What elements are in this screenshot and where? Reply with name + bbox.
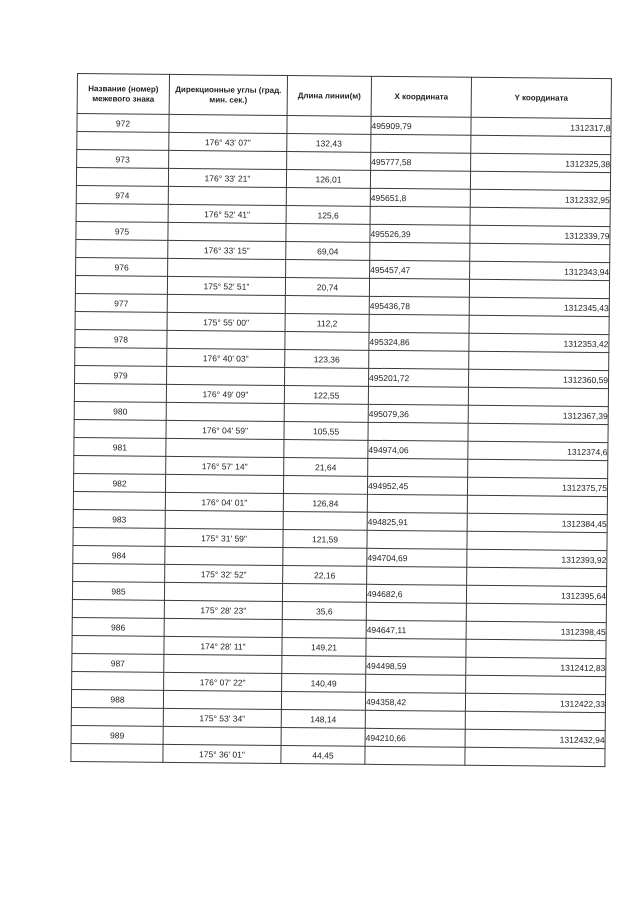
cell-x-coordinate: 494974,06: [368, 440, 468, 459]
cell-x-coordinate: 495651,8: [370, 188, 470, 207]
cell-mark-name: [75, 311, 167, 330]
cell-y-coordinate: [468, 459, 608, 478]
cell-mark-name: 972: [77, 114, 169, 133]
cell-y-coordinate: [465, 747, 605, 766]
cell-direction-angle: 174° 28' 11": [164, 636, 282, 655]
cell-direction-angle: [163, 726, 281, 745]
cell-x-coordinate: 494682,6: [366, 584, 466, 603]
header-y: Y координата: [471, 77, 611, 118]
cell-direction-angle: 176° 43' 07": [169, 132, 287, 151]
cell-x-coordinate: 494647,11: [366, 620, 466, 639]
cell-line-length: [285, 368, 369, 387]
cell-mark-name: 973: [77, 150, 169, 169]
cell-direction-angle: 176° 04' 59": [166, 420, 284, 439]
cell-line-length: [283, 547, 367, 566]
cell-line-length: [286, 188, 370, 207]
cell-y-coordinate: [470, 207, 610, 226]
cell-direction-angle: [165, 510, 283, 529]
cell-x-coordinate: [365, 710, 465, 729]
cell-y-coordinate: 1312360,59: [469, 369, 609, 388]
cell-direction-angle: [167, 330, 285, 349]
cell-line-length: 132,43: [287, 134, 371, 153]
cell-y-coordinate: 1312374,6: [468, 441, 608, 460]
cell-mark-name: [75, 275, 167, 294]
cell-x-coordinate: [369, 278, 469, 297]
header-name: Название (номер) межевого знака: [77, 74, 169, 115]
cell-direction-angle: [166, 402, 284, 421]
cell-x-coordinate: 494358,42: [365, 692, 465, 711]
cell-line-length: 105,55: [284, 422, 368, 441]
cell-y-coordinate: [469, 279, 609, 298]
cell-line-length: 121,59: [283, 529, 367, 548]
cell-direction-angle: 176° 57' 14": [166, 456, 284, 475]
cell-line-length: [282, 583, 366, 602]
cell-x-coordinate: [368, 422, 468, 441]
cell-x-coordinate: 495436,78: [369, 296, 469, 315]
cell-x-coordinate: 495201,72: [369, 368, 469, 387]
cell-mark-name: [77, 132, 169, 151]
cell-mark-name: [74, 455, 166, 474]
cell-y-coordinate: 1312367,39: [468, 405, 608, 424]
cell-y-coordinate: 1312345,43: [469, 297, 609, 316]
cell-x-coordinate: 495909,79: [371, 116, 471, 135]
cell-mark-name: 986: [72, 617, 164, 636]
cell-mark-name: 981: [74, 437, 166, 456]
cell-mark-name: 988: [71, 689, 163, 708]
cell-y-coordinate: 1312317,8: [471, 117, 611, 136]
header-length: Длина линии(м): [287, 76, 371, 117]
cell-x-coordinate: [367, 494, 467, 513]
cell-line-length: 35,6: [282, 601, 366, 620]
cell-direction-angle: 176° 40' 03": [167, 348, 285, 367]
cell-mark-name: [76, 168, 168, 187]
cell-line-length: 126,01: [286, 170, 370, 189]
cell-y-coordinate: [465, 711, 605, 730]
cell-direction-angle: 175° 31' 59": [165, 528, 283, 547]
cell-line-length: 123,36: [285, 350, 369, 369]
cell-line-length: [286, 224, 370, 243]
cell-mark-name: 980: [74, 401, 166, 420]
cell-x-coordinate: 495457,47: [370, 260, 470, 279]
cell-x-coordinate: [371, 134, 471, 153]
cell-line-length: 44,45: [281, 745, 365, 764]
cell-x-coordinate: [366, 638, 466, 657]
cell-mark-name: 985: [72, 581, 164, 600]
cell-y-coordinate: 1312339,79: [470, 225, 610, 244]
cell-y-coordinate: 1312353,42: [469, 333, 609, 352]
cell-line-length: 126,84: [283, 494, 367, 513]
cell-x-coordinate: 494704,69: [367, 548, 467, 567]
cell-direction-angle: [163, 690, 281, 709]
cell-x-coordinate: [369, 350, 469, 369]
cell-line-length: [285, 332, 369, 351]
cell-line-length: [284, 404, 368, 423]
cell-mark-name: 976: [76, 257, 168, 276]
cell-line-length: 20,74: [285, 278, 369, 297]
cell-line-length: 122,55: [284, 386, 368, 405]
cell-x-coordinate: [369, 314, 469, 333]
cell-mark-name: [74, 419, 166, 438]
cell-direction-angle: 176° 33' 15": [168, 240, 286, 259]
cell-mark-name: [75, 347, 167, 366]
cell-line-length: 112,2: [285, 314, 369, 333]
cell-y-coordinate: 1312343,94: [470, 261, 610, 280]
cell-direction-angle: 175° 32' 52": [165, 564, 283, 583]
cell-direction-angle: [167, 366, 285, 385]
cell-y-coordinate: 1312412,83: [466, 657, 606, 676]
cell-direction-angle: [169, 114, 287, 133]
cell-mark-name: [76, 239, 168, 258]
cell-line-length: 149,21: [282, 637, 366, 656]
cell-mark-name: 989: [71, 725, 163, 744]
cell-x-coordinate: [370, 206, 470, 225]
cell-y-coordinate: 1312393,92: [467, 549, 607, 568]
cell-y-coordinate: [466, 639, 606, 658]
cell-line-length: 125,6: [286, 206, 370, 225]
cell-y-coordinate: [467, 567, 607, 586]
cell-mark-name: [72, 599, 164, 618]
cell-x-coordinate: [366, 602, 466, 621]
cell-mark-name: 987: [72, 653, 164, 672]
cell-mark-name: 978: [75, 329, 167, 348]
cell-x-coordinate: 494952,45: [367, 476, 467, 495]
cell-direction-angle: [164, 618, 282, 637]
cell-line-length: [283, 512, 367, 531]
cell-line-length: 140,49: [282, 673, 366, 692]
cell-direction-angle: [166, 438, 284, 457]
cell-line-length: [285, 296, 369, 315]
cell-direction-angle: [165, 546, 283, 565]
cell-mark-name: 979: [75, 365, 167, 384]
cell-direction-angle: [164, 582, 282, 601]
table-row: [71, 743, 605, 766]
cell-x-coordinate: [367, 566, 467, 585]
cell-direction-angle: 176° 52' 41": [168, 204, 286, 223]
cell-mark-name: [72, 635, 164, 654]
cell-line-length: [282, 655, 366, 674]
cell-x-coordinate: [370, 242, 470, 261]
cell-line-length: 69,04: [286, 242, 370, 261]
cell-x-coordinate: 495526,39: [370, 224, 470, 243]
cell-mark-name: [73, 563, 165, 582]
cell-mark-name: 982: [73, 473, 165, 492]
cell-y-coordinate: 1312375,75: [467, 477, 607, 496]
cell-y-coordinate: 1312432,94: [465, 729, 605, 748]
cell-line-length: [287, 116, 371, 135]
cell-line-length: 148,14: [281, 709, 365, 728]
cell-y-coordinate: [471, 135, 611, 154]
cell-x-coordinate: [368, 386, 468, 405]
cell-y-coordinate: 1312395,64: [466, 585, 606, 604]
cell-line-length: [283, 476, 367, 495]
cell-y-coordinate: [470, 243, 610, 262]
cell-line-length: [281, 691, 365, 710]
cell-x-coordinate: [366, 674, 466, 693]
cell-direction-angle: [169, 150, 287, 169]
cell-x-coordinate: 495324,86: [369, 332, 469, 351]
header-angle: Дирекционные углы (град. мин. сек.): [169, 74, 287, 115]
cell-mark-name: [73, 527, 165, 546]
cell-x-coordinate: [365, 746, 465, 765]
cell-line-length: [281, 727, 365, 746]
cell-line-length: [284, 440, 368, 459]
cell-y-coordinate: 1312332,95: [470, 189, 610, 208]
cell-mark-name: 975: [76, 221, 168, 240]
cell-mark-name: 984: [73, 545, 165, 564]
cell-x-coordinate: 495079,36: [368, 404, 468, 423]
cell-direction-angle: [168, 222, 286, 241]
cell-line-length: 21,64: [284, 458, 368, 477]
cell-mark-name: 974: [76, 185, 168, 204]
cell-direction-angle: [165, 474, 283, 493]
cell-direction-angle: [164, 654, 282, 673]
cell-line-length: 22,16: [283, 565, 367, 584]
cell-y-coordinate: 1312325,38: [471, 153, 611, 172]
cell-line-length: [282, 619, 366, 638]
cell-mark-name: 983: [73, 509, 165, 528]
boundary-coordinates-table: [70, 73, 612, 767]
cell-mark-name: [73, 491, 165, 510]
header-x: X координата: [371, 76, 471, 117]
cell-direction-angle: 176° 33' 21": [168, 168, 286, 187]
cell-mark-name: [72, 671, 164, 690]
cell-mark-name: [74, 383, 166, 402]
cell-mark-name: [76, 203, 168, 222]
cell-x-coordinate: 495777,58: [371, 152, 471, 171]
cell-mark-name: [71, 707, 163, 726]
table-header-row: [77, 74, 611, 119]
cell-y-coordinate: [470, 171, 610, 190]
cell-direction-angle: 175° 53' 34": [163, 708, 281, 727]
cell-direction-angle: [168, 186, 286, 205]
cell-x-coordinate: 494210,66: [365, 728, 465, 747]
cell-y-coordinate: [467, 531, 607, 550]
cell-direction-angle: 176° 07' 22": [164, 672, 282, 691]
cell-y-coordinate: [466, 675, 606, 694]
cell-x-coordinate: [370, 170, 470, 189]
cell-x-coordinate: [367, 530, 467, 549]
cell-y-coordinate: [466, 603, 606, 622]
cell-mark-name: 977: [75, 293, 167, 312]
cell-x-coordinate: [368, 458, 468, 477]
cell-x-coordinate: 494825,91: [367, 512, 467, 531]
cell-direction-angle: 175° 28' 23": [164, 600, 282, 619]
cell-direction-angle: 175° 52' 51": [167, 276, 285, 295]
cell-direction-angle: [167, 294, 285, 313]
cell-direction-angle: 176° 04' 01": [165, 492, 283, 511]
cell-line-length: [286, 260, 370, 279]
cell-mark-name: [71, 743, 163, 762]
cell-y-coordinate: 1312422,33: [465, 693, 605, 712]
cell-line-length: [287, 152, 371, 171]
cell-y-coordinate: 1312398,45: [466, 621, 606, 640]
cell-y-coordinate: [468, 387, 608, 406]
cell-y-coordinate: [469, 351, 609, 370]
cell-y-coordinate: 1312384,45: [467, 513, 607, 532]
cell-y-coordinate: [469, 315, 609, 334]
cell-x-coordinate: 494498,59: [366, 656, 466, 675]
cell-direction-angle: 175° 55' 00": [167, 312, 285, 331]
cell-direction-angle: 176° 49' 09": [166, 384, 284, 403]
cell-y-coordinate: [467, 495, 607, 514]
cell-direction-angle: [168, 258, 286, 277]
cell-y-coordinate: [468, 423, 608, 442]
cell-direction-angle: 175° 36' 01": [163, 744, 281, 763]
